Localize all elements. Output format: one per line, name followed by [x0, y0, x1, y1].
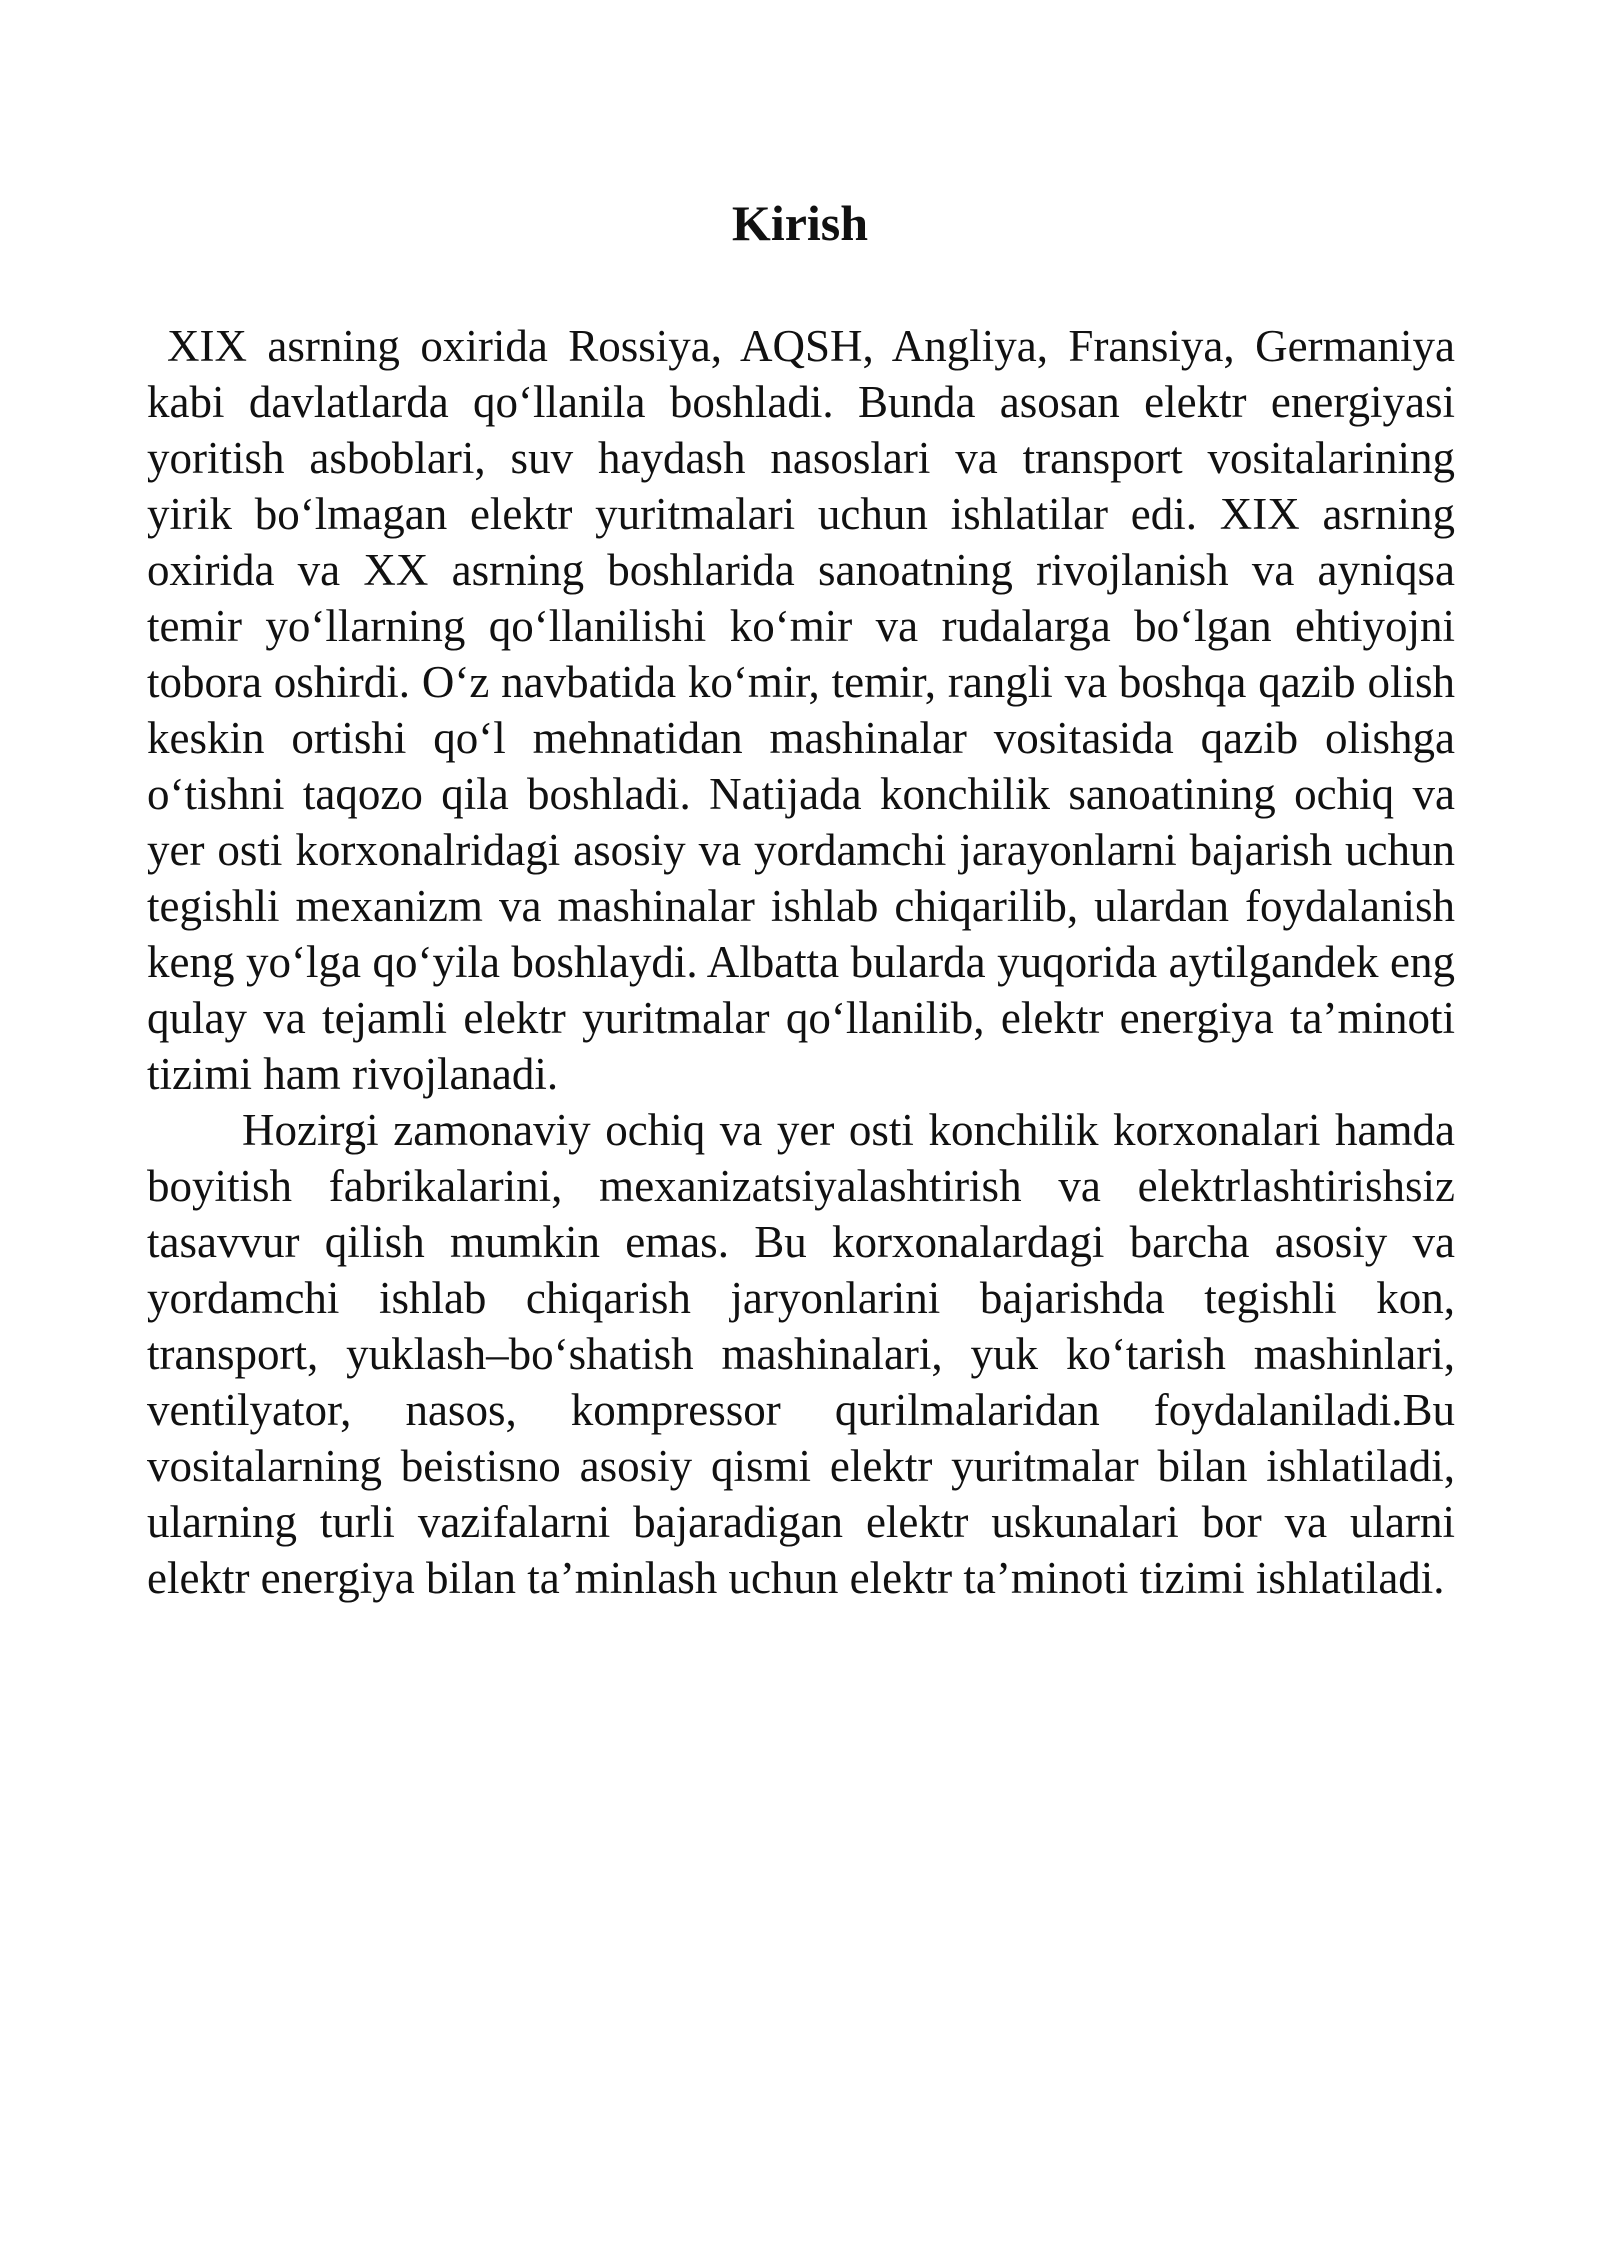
paragraph-2: Hozirgi zamonaviy ochiq va yer osti konchilik korxonalari hamda boyitish fabrikalarini, mexanizatsiyalashtirish va elektrlashtirishsiz tasavvur qilish mumkin emas. Bu korxonalardagi barcha asosiy va yordamchi ishlab chiqarish jaryonlarini bajarishda tegishli kon, transport, yuklash–bo‘shatish mashinalari, yuk ko‘tarish mashinlari, ventilyator, nasos, kompressor qurilmalaridan foydalaniladi.Bu vositalarning beistisno asosiy qismi elektr yuritmalar bilan ishlatiladi, ularning turli vazifalarni bajaradigan elektr uskunalari bor va ularni elektr energiya bilan ta’minlash uchun elektr ta’minoti tizimi ishlatiladi.: [147, 1105, 1455, 1603]
page-title: Kirish: [731, 195, 869, 251]
document-body: [147, 318, 1455, 1606]
paragraph-1: XIX asrning oxirida Rossiya, AQSH, Angliya, Fransiya, Germaniya kabi davlatlarda qo‘llanila boshladi. Bunda asosan elektr energiyasi yoritish asboblari, suv haydash nasoslari va transport vositalarining yirik bo‘lmagan elektr yuritmalari uchun ishlatilar edi. XIX asrning oxirida va XX asrning boshlarida sanoatning rivojlanish va ayniqsa temir yo‘llarning qo‘llanilishi ko‘mir va rudalarga bo‘lgan ehtiyojni tobora oshirdi. O‘z navbatida ko‘mir, temir, rangli va boshqa qazib olish keskin ortishi qo‘l mehnatidan mashinalar vositasida qazib olishga o‘tishni taqozo qila boshladi. Natijada konchilik sanoatining ochiq va yer osti korxonalridagi asosiy va yordamchi jarayonlarni bajarish uchun tegishli mexanizm va mashinalar ishlab chiqarilib, ulardan foydalanish keng yo‘lga qo‘yila boshlaydi. Albatta bularda yuqorida aytilgandek eng qulay va tejamli elektr yuritmalar qo‘llanilib, elektr energiya ta’minoti tizimi ham rivojlanadi.: [147, 321, 1455, 1099]
